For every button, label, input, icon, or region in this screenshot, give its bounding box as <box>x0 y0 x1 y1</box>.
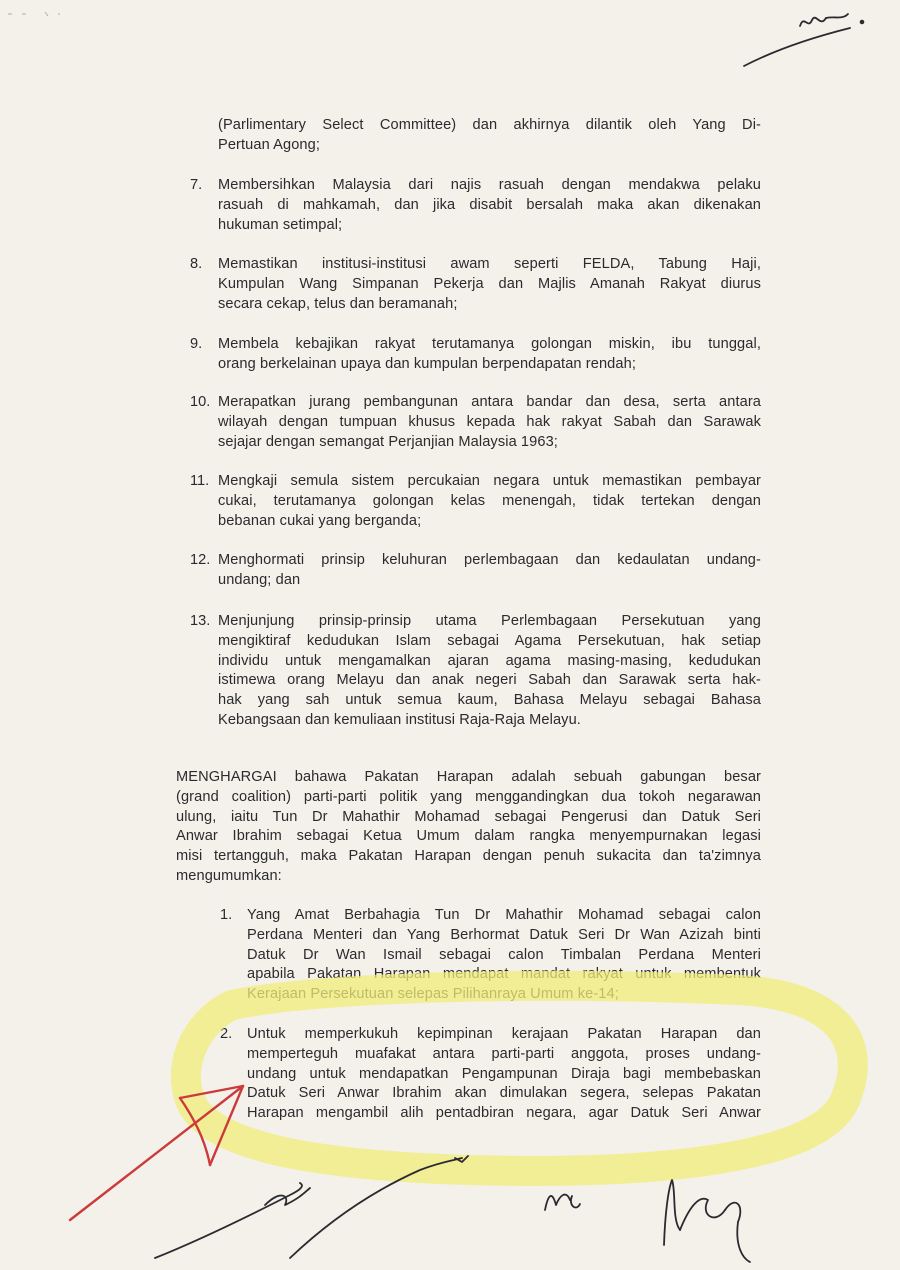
item-number: 9. <box>190 336 203 352</box>
text-line: undang; dan <box>218 571 301 588</box>
text-line: undang untuk mendapatkan Pengampunan Diraja bagi membebaskan <box>247 1065 761 1082</box>
text-line: istimewa orang Melayu dan anak negeri Sabah dan Sarawak serta hak- <box>218 672 761 689</box>
text-line: hak yang sah untuk semua kaum, Bahasa Melayu sebagai Bahasa <box>218 692 761 709</box>
text-line: Yang Amat Berbahagia Tun Dr Mahathir Mohamad sebagai calon <box>247 907 761 923</box>
text-line: Kebangsaan dan kemuliaan institusi Raja-Raja Melayu. <box>218 711 581 728</box>
text-line: Datuk Dr Wan Ismail sebagai calon Timbalan Perdana Menteri <box>247 946 761 963</box>
text-line: sejajar dengan semangat Perjanjian Malaysia 1963; <box>218 433 558 450</box>
text-line: secara cekap, telus dan beramanah; <box>218 295 458 312</box>
text-line: (grand coalition) parti-parti politik yang menggandingkan dua tokoh negarawan <box>176 788 761 805</box>
text-line: Harapan mengambil alih pentadbiran negara, agar Datuk Seri Anwar <box>247 1105 761 1122</box>
announcement-number: 2. <box>220 1026 233 1042</box>
item-number: 13. <box>190 613 211 629</box>
highlight-ellipse <box>186 986 853 1171</box>
text-line: rasuah di mahkamah, dan jika disabit bersalah maka akan dikenakan <box>218 196 761 213</box>
text-line: Untuk memperkukuh kepimpinan kerajaan Pakatan Harapan dan <box>247 1026 761 1042</box>
text-line: Menghormati prinsip keluhuran perlembagaan dan kedaulatan undang- <box>218 552 761 568</box>
red-arrow-icon <box>70 1086 243 1220</box>
text-line: Membersihkan Malaysia dari najis rasuah dengan mendakwa pelaku <box>218 177 761 193</box>
announcement-number: 1. <box>220 907 233 923</box>
corner-marks <box>8 12 60 16</box>
text-line: Menjunjung prinsip-prinsip utama Perlembagaan Persekutuan yang <box>218 613 761 629</box>
text-line: wilayah dengan tumpuan khusus kepada hak rakyat Sabah dan Sarawak <box>218 413 761 430</box>
text-line: (Parlimentary Select Committee) dan akhirnya dilantik oleh Yang Di- <box>218 117 761 133</box>
text-line: Pertuan Agong; <box>218 136 321 153</box>
text-line: Anwar Ibrahim sebagai Ketua Umum dalam rangka menyempurnakan legasi <box>176 828 761 845</box>
text-line: ulung, iaitu Tun Dr Mahathir Mohamad sebagai Pengerusi dan Datuk Seri <box>176 808 761 825</box>
text-line: Memastikan institusi-institusi awam seperti FELDA, Tabung Haji, <box>218 256 761 272</box>
text-line: mengumumkan: <box>176 867 282 884</box>
item-number: 11. <box>190 473 210 489</box>
text-line: individu untuk mengamalkan ajaran agama masing-masing, kedudukan <box>218 652 761 669</box>
text-line: MENGHARGAI bahawa Pakatan Harapan adalah sebuah gabungan besar <box>176 769 761 785</box>
text-line: misi tertangguh, maka Pakatan Harapan dengan penuh sukacita dan ta'zimnya <box>176 848 761 865</box>
text-line: hukuman setimpal; <box>218 216 343 233</box>
item-number: 8. <box>190 256 203 272</box>
text-line: orang berkelainan upaya dan kumpulan berpendapatan rendah; <box>218 355 636 372</box>
text-line: Merapatkan jurang pembangunan antara bandar dan desa, serta antara <box>218 394 761 410</box>
text-line: Datuk Seri Anwar Ibrahim akan dimulakan segera, selepas Pakatan <box>247 1085 761 1102</box>
text-line: memperteguh muafakat antara parti-parti anggota, proses undang- <box>247 1045 761 1062</box>
text-line: mengiktiraf kedudukan Islam sebagai Agama Persekutuan, hak setiap <box>218 632 761 649</box>
text-line: Membela kebajikan rakyat terutamanya golongan miskin, ibu tunggal, <box>218 336 761 352</box>
item-number: 10. <box>190 394 211 410</box>
text-line: bebanan cukai yang berganda; <box>218 512 422 529</box>
text-line: cukai, terutamanya golongan kelas menengah, tidak tertekan dengan <box>218 492 761 509</box>
item-number: 7. <box>190 177 203 193</box>
item-number: 12. <box>190 552 211 568</box>
text-line: Perdana Menteri dan Yang Berhormat Datuk Seri Dr Wan Azizah binti <box>247 926 761 943</box>
initials-top-right <box>744 14 863 66</box>
text-line: Kumpulan Wang Simpanan Pekerja dan Majlis Amanah Rakyat diurus <box>218 275 761 292</box>
text-line: apabila Pakatan Harapan mendapat mandat rakyat untuk membentuk <box>247 966 761 983</box>
text-line: Mengkaji semula sistem percukaian negara untuk memastikan pembayar <box>218 473 761 489</box>
text-line: Kerajaan Persekutuan selepas Pilihanraya Umum ke-14; <box>247 986 619 1003</box>
